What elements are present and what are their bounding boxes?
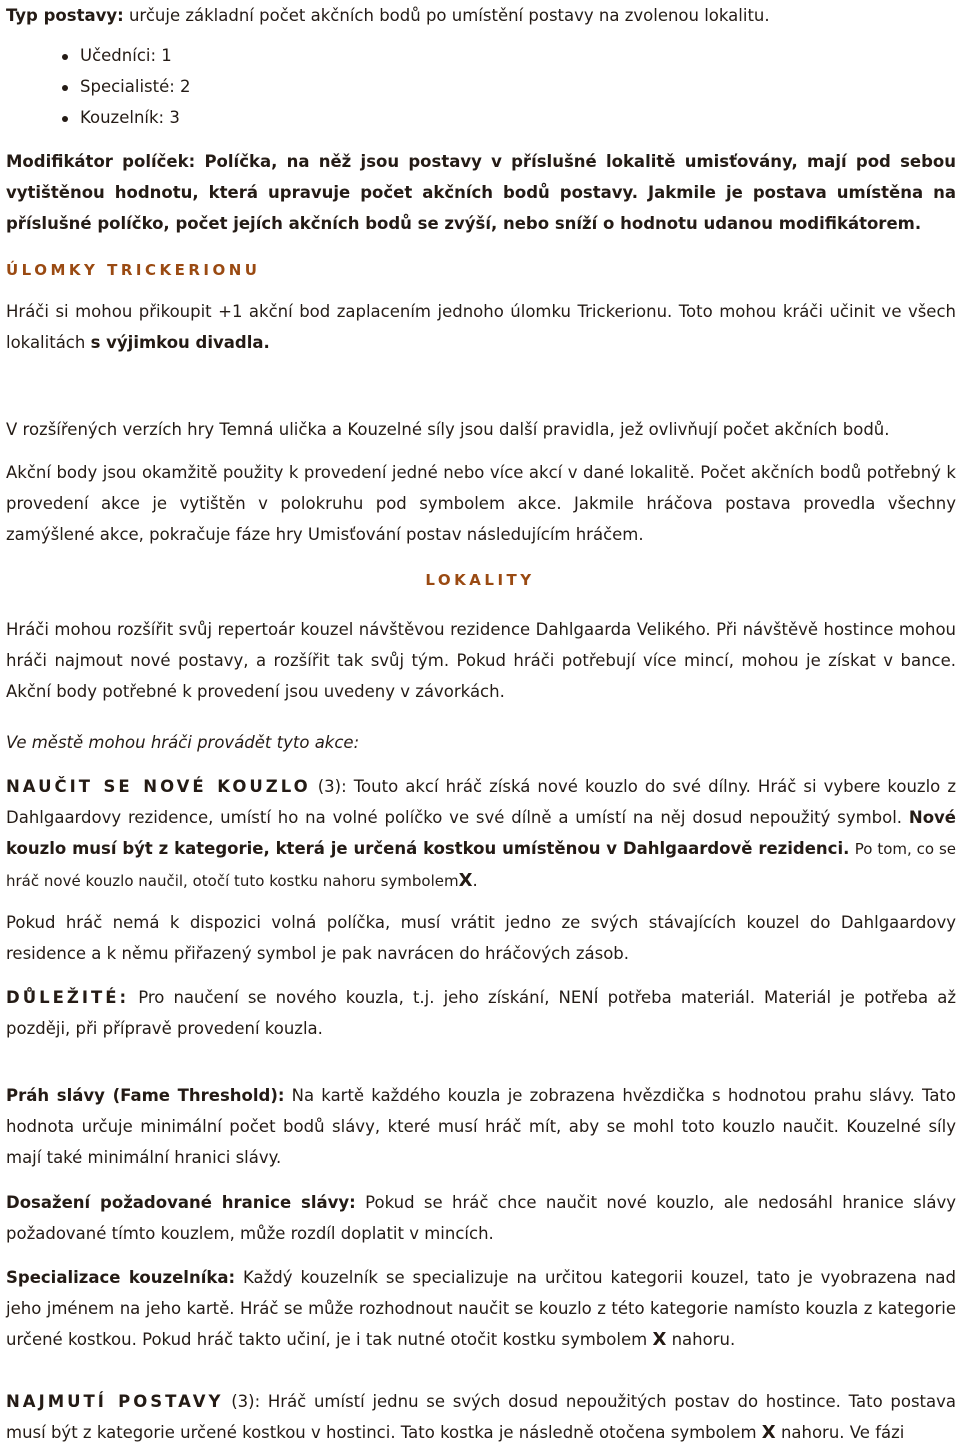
list-item: Specialisté: 2 [58,71,191,102]
specializace-paragraph [6,1262,956,1355]
x-symbol-icon: X [761,1422,776,1443]
x-symbol-icon: X [652,1329,667,1350]
prah-slavy-paragraph [6,1080,956,1173]
naucit-kouzlo-text: Touto akcí hráč získá nové kouzlo do své dílny. Hráč si vybere kouzlo z Dahlgaardovy rezidence, umístí ho na volné políčko ve své dílně a umístí na něj dosud nepoužitý symbol. [6,777,957,827]
specializace-tail: nahoru. [671,1330,736,1349]
mesto-intro: Ve městě mohou hráči provádět tyto akce: [6,733,360,752]
dulezite-text: Pro naučení se nového kouzla, t.j. jeho získání, NENÍ potřeba materiál. Materiál je potřeba až později, při přípravě provedení kouzla. [6,988,957,1038]
dosazeni-text: Pokud se hráč chce naučit nové kouzlo, ale nedosáhl hranice slávy požadované tímto kouzlem, může rozdíl doplatit v mincích. [6,1193,957,1243]
naucit-kouzlo-label: NAUČIT SE NOVÉ KOUZLO [6,777,311,796]
najmuti-cost: (3): [231,1392,261,1411]
dosazeni-label: Dosažení požadované hranice slávy: [6,1193,356,1212]
najmuti-paragraph [6,1386,956,1448]
najmuti-tail: nahoru. Ve fázi [780,1423,905,1442]
akcni-body-paragraph: Akční body jsou okamžitě použity k provedení jedné nebo více akcí v dané lokalitě. Počet akčních bodů potřebný k provedení akce je vytištěn v polokruhu pod symbolem akce. Jakmile hráčova postava provedla všechny zamýšlené akce, pokračuje fáze hry Umisťování postav následujícím hráčem. [6,463,956,544]
pokud-paragraph: Pokud hráč nemá k dispozici volná políčka, musí vrátit jedno ze svých stávajících kouzel do Dahlgaardovy residence a k němu přiřazený symbol je pak navrácen do hráčových zásob. [6,913,956,963]
lokality-heading: LOKALITY [425,571,535,589]
specializace-text: Každý kouzelník se specializuje na určitou kategorii kouzel, tato je vyobrazena nad jeho jménem na jeho kartě. Hráč se může rozhodnout naučit se kouzlo z této kategorie namísto kouzla z kategorie určené kostkou. Pokud hráč takto učiní, je i tak nutné otočit kostku symbolem [6,1268,956,1349]
dosazeni-paragraph [6,1187,956,1249]
ulomky-paragraph [6,296,956,358]
prah-slavy-text: Na kartě každého kouzla je zobrazena hvězdička s hodnotou prahu slávy. Tato hodnota určuje minimální počet bodů slávy, které musí hráč mít, aby se mohl toto kouzlo naučit. Kouzelné síly mají také minimální hranici slávy. [6,1086,956,1167]
modifikator-paragraph [6,146,956,239]
specializace-label: Specializace kouzelníka: [6,1268,236,1287]
naucit-kouzlo-cost: (3): [317,777,347,796]
naucit-kouzlo-end: . [472,871,478,890]
character-type-list [58,40,191,133]
dulezite-paragraph [6,982,956,1044]
prah-slavy-label: Práh slávy (Fame Threshold): [6,1086,285,1105]
najmuti-text: Hráč umístí jednu se svých dosud nepoužitých postav do hostince. Tato postava musí být z kategorie určené kostkou v hostinci. Tato kostka je následně otočena symbolem [6,1392,956,1442]
ulomky-heading: ÚLOMKY TRICKERIONU [6,261,261,279]
naucit-kouzlo-bold: Nové kouzlo musí být z kategorie, která je určená kostkou umístěnou v Dahlgaardově rezidenci. [6,808,956,858]
lokality-paragraph: Hráči mohou rozšířit svůj repertoár kouzel návštěvou rezidence Dahlgaarda Velikého. Při návštěvě hostince mohou hráči najmout nové postavy, a rozšířit tak svůj tým. Pokud hráči potřebují více mincí, mohou je získat v bance. Akční body potřebné k provedení jsou uvedeny v závorkách. [6,620,956,701]
list-item: Kouzelník: 3 [58,102,191,133]
typ-postavy-text: určuje základní počet akčních bodů po umístění postavy na zvolenou lokalitu. [128,6,770,25]
ulomky-emphasis: s výjimkou divadla. [90,333,270,352]
list-item: Učedníci: 1 [58,40,191,71]
rozsirene-paragraph: V rozšířených verzích hry Temná ulička a Kouzelné síly jsou další pravidla, jež ovlivňují počet akčních bodů. [6,420,890,439]
typ-postavy-label: Typ postavy: [6,6,124,25]
dulezite-label: DŮLEŽITÉ: [6,988,130,1007]
najmuti-label: NAJMUTÍ POSTAVY [6,1392,224,1411]
x-symbol-icon: X [458,870,473,891]
typ-postavy-paragraph [6,0,956,31]
modifikator-label: Modifikátor políček: [6,152,196,171]
modifikator-text: Políčka, na něž jsou postavy v příslušné lokalitě umisťovány, mají pod sebou vytištěnou hodnotu, která upravuje počet akčních bodů postavy. Jakmile je postava umístěna na příslušné políčko, počet jejích akčních bodů se zvýší, nebo sníží o hodnotu udanou modifikátorem. [6,152,957,233]
naucit-kouzlo-tail: Po tom, co se hráč nové kouzlo naučil, otočí tuto kostku nahoru symbolem [6,840,957,890]
naucit-kouzlo-paragraph [6,771,956,897]
ulomky-text: Hráči si mohou přikoupit +1 akční bod zaplacením jednoho úlomku Trickerionu. Toto mohou kráči učinit ve všech lokalitách [6,302,956,352]
